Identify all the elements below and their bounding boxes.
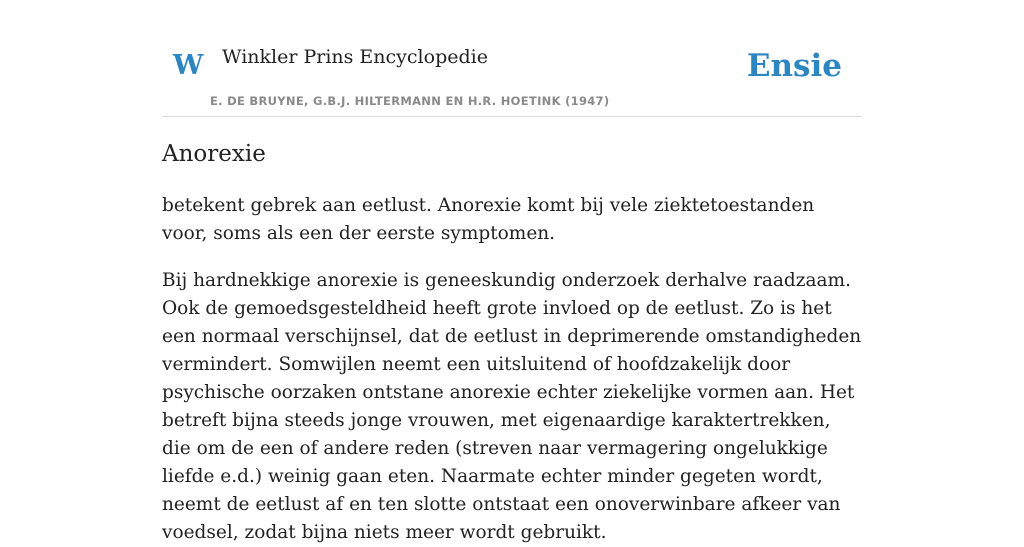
article-paragraph: betekent gebrek aan eetlust. Anorexie komt bij vele ziektetoestanden voor, soms als een der eerste symptomen. [162,195,815,244]
article [162,138,862,547]
article-title: Anorexie [162,141,266,167]
ensie-logo[interactable]: Ensie [746,48,842,84]
winkler-prins-logo[interactable]: W [173,50,204,81]
article-paragraph: Bij hardnekkige anorexie is geneeskundig onderzoek derhalve raadzaam. Ook de gemoedsgesteldheid heeft grote invloed op de eetlust. Zo is het een normaal verschijnsel, dat de eetlust in deprimerende omstandigheden vermindert. Somwijlen neemt een uitsluitend of hoofdzakelijk door psychische oorzaken ontstane anorexie echter ziekelijke vormen aan. Het betreft bijna steeds jonge vrouwen, met eigenaardige karaktertrekken, die om de een of andere reden (streven naar vermagering ongelukkige liefde e.d.) weinig gaan eten. Naarmate echter minder gegeten wordt, neemt de eetlust af en ten slotte ontstaat een onoverwinbare afkeer van voedsel, zodat bijna niets meer wordt gebruikt. [162,270,862,543]
source-title[interactable]: Winkler Prins Encyclopedie [222,46,488,68]
source-header [162,0,862,117]
source-authors: E. DE BRUYNE, G.B.J. HILTERMANN EN H.R. HOETINK (1947) [210,94,610,108]
